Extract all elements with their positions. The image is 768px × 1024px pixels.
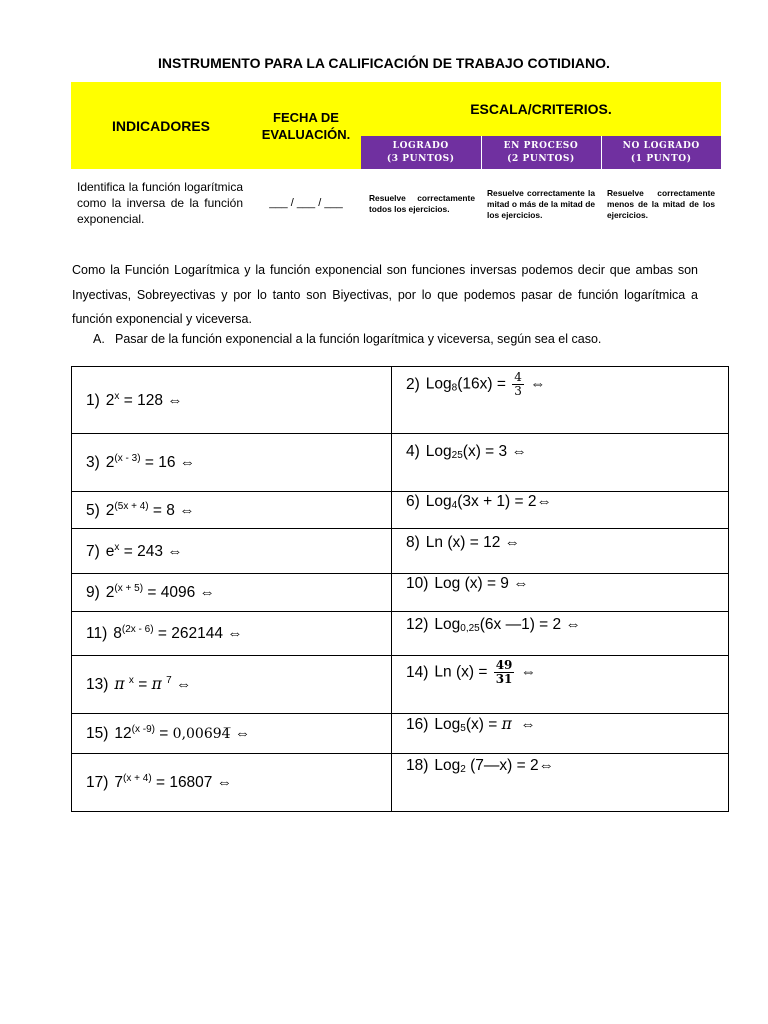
double-arrow-icon: ⇔ bbox=[536, 493, 552, 510]
pi-symbol: π bbox=[151, 675, 162, 693]
instruction-letter: A. bbox=[93, 332, 105, 346]
criteria-header-en-proceso-line2: (2 PUNTOS) bbox=[507, 153, 575, 164]
exercise-13 bbox=[72, 656, 392, 714]
double-arrow-icon: ⇔ bbox=[530, 375, 546, 393]
exercise-prefix: Log bbox=[425, 375, 452, 393]
fraction-numerator: 4 bbox=[514, 370, 522, 384]
exercise-base: 2 bbox=[105, 584, 115, 601]
exercise-number: 2) bbox=[406, 375, 420, 393]
criteria-header-no-logrado-line1: NO LOGRADO bbox=[622, 140, 700, 151]
exercise-equals: = bbox=[155, 725, 173, 742]
exercise-text: Log (x) = 9 bbox=[434, 575, 514, 592]
double-arrow-icon: ⇔ bbox=[520, 663, 537, 681]
exercise-text: Ln (x) = 12 bbox=[425, 534, 505, 551]
double-arrow-icon: ⇔ bbox=[167, 391, 183, 409]
exercise-log-base: 4 bbox=[451, 500, 458, 511]
rubric-header-escala: ESCALA/CRITERIOS. bbox=[361, 82, 721, 136]
exercise-equals: = bbox=[133, 676, 152, 693]
evaluation-date-blank: ___ / ___ / ___ bbox=[269, 197, 343, 209]
criteria-text-en-proceso: Resuelve correctamente la mitad o más de la mitad de los ejercicios. bbox=[487, 187, 595, 220]
exercise-number: 3) bbox=[86, 454, 100, 471]
exercise-15 bbox=[72, 714, 392, 754]
exercise-prefix: Log bbox=[434, 757, 461, 774]
fraction bbox=[494, 659, 515, 686]
exercise-2 bbox=[392, 367, 729, 434]
exercise-rest: = 262144 bbox=[153, 625, 228, 642]
exercise-exponent: x bbox=[128, 675, 134, 686]
double-arrow-icon: ⇔ bbox=[167, 542, 183, 560]
rubric-header-fecha bbox=[251, 82, 361, 169]
exercise-number: 6) bbox=[406, 493, 420, 510]
exercise-base: 8 bbox=[113, 625, 122, 642]
indicator-text: Identifica la función logarítmica como la inversa de la función exponencial. bbox=[77, 180, 243, 226]
criteria-header-en-proceso bbox=[481, 136, 601, 169]
criteria-text-no-logrado: Resuelve correctamente menos de la mitad de los ejercicios. bbox=[607, 187, 716, 220]
exercise-log-base: 0,25 bbox=[460, 623, 480, 634]
exercise-rest: (x) = 3 bbox=[462, 443, 512, 460]
exercise-mid: (16x) = bbox=[457, 375, 511, 393]
exercise-7 bbox=[72, 529, 392, 574]
criteria-header-logrado-line1: LOGRADO bbox=[392, 140, 449, 151]
exercise-exponent: 7 bbox=[166, 675, 172, 686]
exercise-base: e bbox=[105, 542, 115, 560]
exercise-number: 15) bbox=[86, 725, 109, 742]
exercise-number: 18) bbox=[406, 757, 429, 774]
double-arrow-icon: ⇔ bbox=[520, 716, 536, 733]
exercise-number: 7) bbox=[86, 542, 100, 560]
double-arrow-icon: ⇔ bbox=[175, 676, 192, 693]
exercise-exponent: x bbox=[114, 541, 120, 553]
rubric-header-fecha-line1: FECHA DE bbox=[273, 109, 339, 125]
exercise-exponent: (x + 5) bbox=[114, 583, 144, 594]
exercise-number: 5) bbox=[86, 501, 100, 519]
double-arrow-icon: ⇔ bbox=[179, 454, 196, 471]
double-arrow-icon: ⇔ bbox=[511, 443, 527, 460]
rubric-header-fecha-line2: EVALUACIÓN. bbox=[261, 126, 351, 142]
exercise-exponent: (5x + 4) bbox=[114, 500, 149, 512]
exercise-rest: = 128 bbox=[119, 391, 168, 409]
exercise-log-base: 2 bbox=[460, 764, 466, 775]
double-arrow-icon: ⇔ bbox=[538, 757, 555, 774]
exercise-number: 8) bbox=[406, 534, 420, 551]
exercise-prefix: Ln (x) = bbox=[434, 663, 492, 681]
criteria-text-logrado: Resuelve correctamente todos los ejercicios. bbox=[369, 193, 475, 214]
exercise-exponent: (x + 4) bbox=[123, 773, 152, 784]
instruction-text: Pasar de la función exponencial a la función logarítmica y viceversa, según sea el caso. bbox=[115, 332, 602, 346]
exercise-number: 10) bbox=[406, 575, 429, 592]
exercise-rest: = 16807 bbox=[151, 774, 217, 791]
exercise-log-base: 25 bbox=[451, 450, 463, 461]
exercise-9 bbox=[72, 574, 392, 612]
criteria-header-logrado bbox=[361, 136, 481, 169]
exercise-17 bbox=[72, 754, 392, 812]
exercise-base: 2 bbox=[105, 454, 115, 471]
exercise-number: 13) bbox=[86, 676, 109, 693]
exercise-log-base: 5 bbox=[460, 723, 466, 734]
exercise-exponent: (2x - 6) bbox=[121, 624, 154, 635]
double-arrow-icon: ⇔ bbox=[504, 534, 521, 551]
exercise-18 bbox=[392, 754, 729, 812]
exercise-number: 12) bbox=[406, 616, 429, 633]
exercise-1 bbox=[72, 367, 392, 434]
exercise-number: 17) bbox=[86, 774, 109, 791]
exercise-exponent: (x - 3) bbox=[114, 453, 141, 464]
double-arrow-icon: ⇔ bbox=[565, 616, 581, 633]
double-arrow-icon: ⇔ bbox=[227, 625, 243, 642]
exercise-10 bbox=[392, 574, 729, 612]
exercise-11 bbox=[72, 612, 392, 656]
exercise-base: 2 bbox=[105, 391, 115, 409]
exercise-exponent: (x -9) bbox=[131, 724, 155, 735]
exercise-mid: (x) = bbox=[465, 716, 502, 733]
criteria-header-logrado-line2: (3 PUNTOS) bbox=[386, 153, 455, 164]
exercise-12 bbox=[392, 612, 729, 656]
exercise-number: 14) bbox=[406, 663, 429, 681]
exercise-8 bbox=[392, 529, 729, 574]
rubric-header-indicadores: INDICADORES bbox=[71, 82, 251, 169]
pi-symbol: π bbox=[114, 675, 125, 693]
fraction-denominator: 3 bbox=[514, 384, 522, 398]
exercise-16 bbox=[392, 714, 729, 754]
double-arrow-icon: ⇔ bbox=[216, 774, 233, 791]
exercise-base: 12 bbox=[114, 725, 132, 742]
exercise-rest: = 243 bbox=[119, 542, 168, 560]
exercise-number: 4) bbox=[406, 443, 420, 460]
exercise-5 bbox=[72, 492, 392, 529]
exercise-number: 9) bbox=[86, 584, 100, 601]
exercise-rest: = 16 bbox=[140, 454, 180, 471]
criteria-header-no-logrado-line2: (1 PUNTO) bbox=[630, 153, 692, 164]
exercise-14 bbox=[392, 656, 729, 714]
exercise-rest: = 4096 bbox=[143, 584, 200, 601]
exercise-4 bbox=[392, 434, 729, 492]
exercise-3 bbox=[72, 434, 392, 492]
exercise-prefix: Log bbox=[425, 493, 452, 510]
fraction-denominator: 31 bbox=[495, 672, 513, 686]
exercise-6 bbox=[392, 492, 729, 529]
double-arrow-icon: ⇔ bbox=[179, 501, 195, 519]
exercise-rest: (7—x) = 2 bbox=[465, 757, 539, 774]
exercise-log-base: 8 bbox=[451, 382, 458, 394]
double-arrow-icon: ⇔ bbox=[199, 584, 215, 601]
exercise-value: 0,00694̅ bbox=[172, 726, 231, 742]
exercise-prefix: Log bbox=[434, 616, 461, 633]
evaluation-rubric-table bbox=[71, 82, 721, 237]
instruction-item bbox=[93, 332, 601, 346]
exercise-prefix: Log bbox=[434, 716, 461, 733]
document-title: INSTRUMENTO PARA LA CALIFICACIÓN DE TRABAJO COTIDIANO. bbox=[158, 55, 610, 71]
exercise-number: 11) bbox=[86, 625, 108, 642]
exercise-rest: = 8 bbox=[148, 501, 180, 519]
exercise-number: 1) bbox=[86, 391, 100, 409]
exercise-number: 16) bbox=[406, 716, 429, 733]
exercise-prefix: Log bbox=[425, 443, 452, 460]
fraction bbox=[512, 371, 524, 398]
double-arrow-icon: ⇔ bbox=[234, 725, 251, 742]
exercise-base: 7 bbox=[114, 774, 124, 791]
intro-paragraph: Como la Función Logarítmica y la función exponencial son funciones inversas podemos decir que ambas son Inyectivas, Sobreyectivas y por lo tanto son Biyectivas, por lo que podemos pasar de función logarítmica a función exponencial y viceversa. bbox=[72, 263, 698, 326]
pi-symbol: π bbox=[501, 715, 512, 733]
exercise-exponent: x bbox=[114, 390, 120, 402]
criteria-header-no-logrado bbox=[601, 136, 721, 169]
exercise-base: 2 bbox=[105, 501, 115, 519]
exercise-rest: (6x —1) = 2 bbox=[479, 616, 566, 633]
exercises-table bbox=[71, 366, 729, 812]
criteria-header-en-proceso-line1: EN PROCESO bbox=[503, 140, 579, 151]
fraction-numerator: 49 bbox=[495, 658, 513, 672]
exercise-rest: (3x + 1) = 2 bbox=[457, 493, 537, 510]
double-arrow-icon: ⇔ bbox=[513, 575, 529, 592]
